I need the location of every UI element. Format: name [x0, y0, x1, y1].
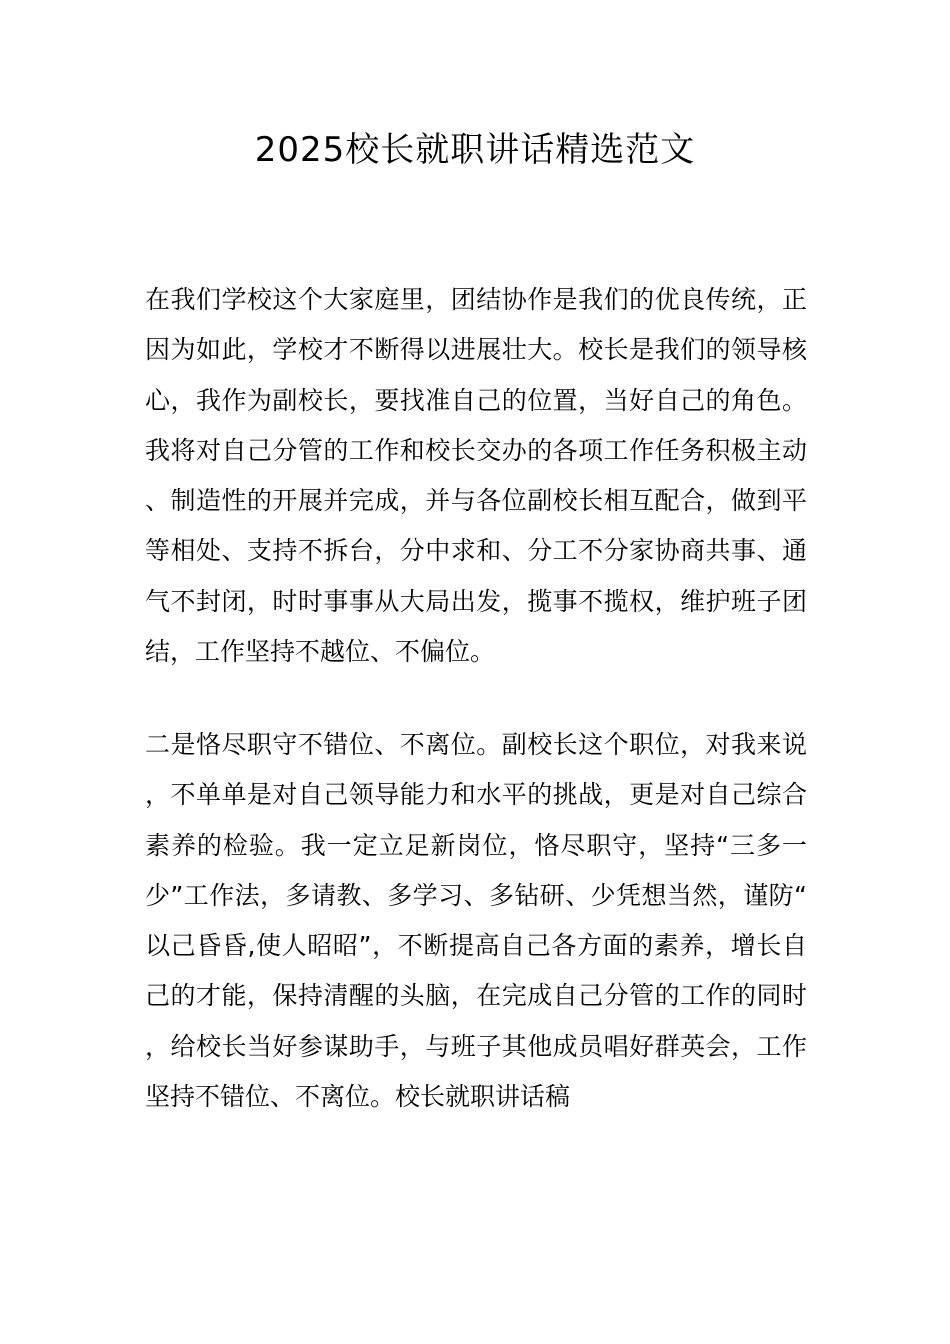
body-paragraph-1: 在我们学校这个大家庭里，团结协作是我们的优良传统，正因为如此，学校才不断得以进展壮大。校长是我们的领导核心，我作为副校长，要找准自己的位置，当好自己的角色。我将对自己分管的工作和校长交办的各项工作任务积极主动、制造性的开展并完成，并与各位副校长相互配合，做到平等相处、支持不拆台，分中求和、分工不分家协商共事、通气不封闭，时时事事从大局出发，揽事不揽权，维护班子团结，工作坚持不越位、不偏位。 — [145, 285, 807, 667]
body-paragraph-2: 二是恪尽职守不错位、不离位。副校长这个职位，对我来说，不单单是对自己领导能力和水平的挑战，更是对自己综合素养的检验。我一定立足新岗位，恪尽职守，坚持“三多一少”工作法，多请教、多学习、多钻研、少凭想当然，谨防“以己昏昏,使人昭昭”，不断提高自己各方面的素养，增长自己的才能，保持清醒的头脑，在完成自己分管的工作的同时，给校长当好参谋助手，与班子其他成员唱好群英会，工作坚持不错位、不离位。校长就职讲话稿 — [145, 730, 807, 1112]
document-title: 2025校长就职讲话精选范文 — [254, 130, 696, 170]
